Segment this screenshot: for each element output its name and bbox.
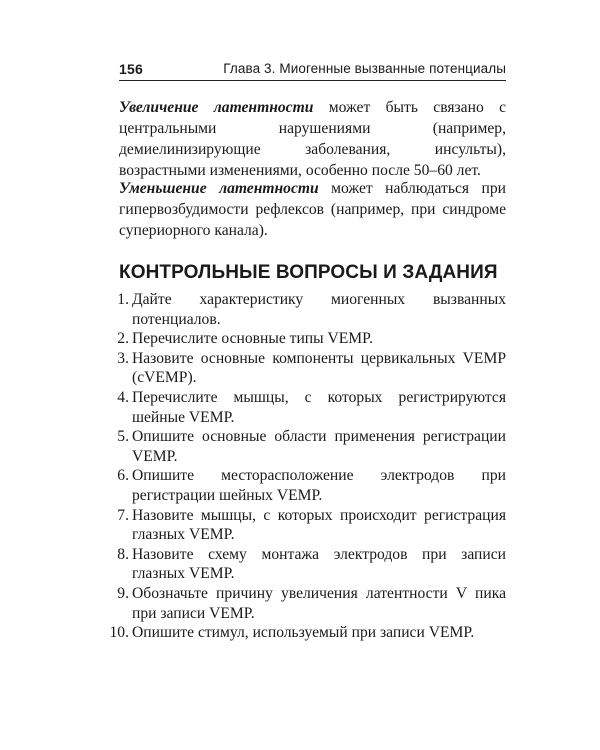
running-head: Глава 3. Миогенные вызванные потенциалы (223, 61, 506, 76)
question-item (105, 329, 506, 349)
question-text: Опишите стимул, используемый при записи VEMP. (132, 624, 475, 642)
question-item (105, 545, 506, 584)
question-item (105, 623, 506, 643)
question-text: Опишите месторасположение электродов при регистрации шейных VEMP. (132, 467, 506, 504)
question-item (105, 584, 506, 623)
question-text: Назовите схему монтажа электродов при записи глазных VEMP. (132, 545, 506, 583)
question-item (105, 349, 506, 388)
paragraph-body: может быть связано с центральными нарушениями (например, демиелинизирующие заболевания, инсульты), возрастными изменениями, особенно после 50–60 лет. (119, 99, 506, 179)
question-text: Перечислите основные типы VEMP. (132, 330, 374, 348)
question-text: Дайте характеристику миогенных вызванных потенциалов. (132, 291, 506, 328)
paragraph-latency-increase (119, 97, 506, 181)
question-number: 7. (117, 506, 129, 524)
question-item (105, 388, 506, 427)
question-text: Назовите основные компоненты цервикальных VEMP (cVEMP). (132, 349, 506, 387)
question-item (105, 506, 506, 545)
paragraph-body: может наблюдаться при гипервозбудимости рефлексов (например, при синдроме супериорного канала). (119, 180, 507, 239)
question-item (105, 466, 506, 505)
question-item (105, 427, 506, 466)
paragraph-latency-decrease (119, 178, 506, 241)
question-text: Перечислите мышцы, с которых регистрируются шейные VEMP. (132, 388, 506, 426)
question-number: 3. (117, 349, 129, 367)
question-text: Назовите мышцы, с которых происходит регистрация глазных VEMP. (132, 506, 506, 544)
question-text: Обозначьте причину увеличения латентности V пика при записи VEMP. (132, 584, 506, 622)
page-number: 156 (119, 61, 143, 77)
question-number: 2. (117, 330, 129, 348)
question-text: Опишите основные области применения регистрации VEMP. (132, 428, 506, 465)
questions-list (105, 290, 506, 643)
page-header (119, 58, 506, 81)
question-number: 4. (117, 388, 129, 406)
section-heading: КОНТРОЛЬНЫЕ ВОПРОСЫ И ЗАДАНИЯ (119, 262, 498, 283)
question-number: 9. (117, 584, 129, 602)
question-item (105, 290, 506, 329)
question-number: 8. (117, 545, 129, 563)
paragraph-lead-term: Уменьшение латентности (119, 180, 319, 197)
question-number: 1. (117, 291, 129, 308)
question-number: 5. (117, 428, 129, 446)
paragraph-lead-term: Увеличение латентности (119, 99, 314, 116)
question-number: 6. (117, 467, 129, 485)
question-number: 10. (109, 624, 129, 642)
